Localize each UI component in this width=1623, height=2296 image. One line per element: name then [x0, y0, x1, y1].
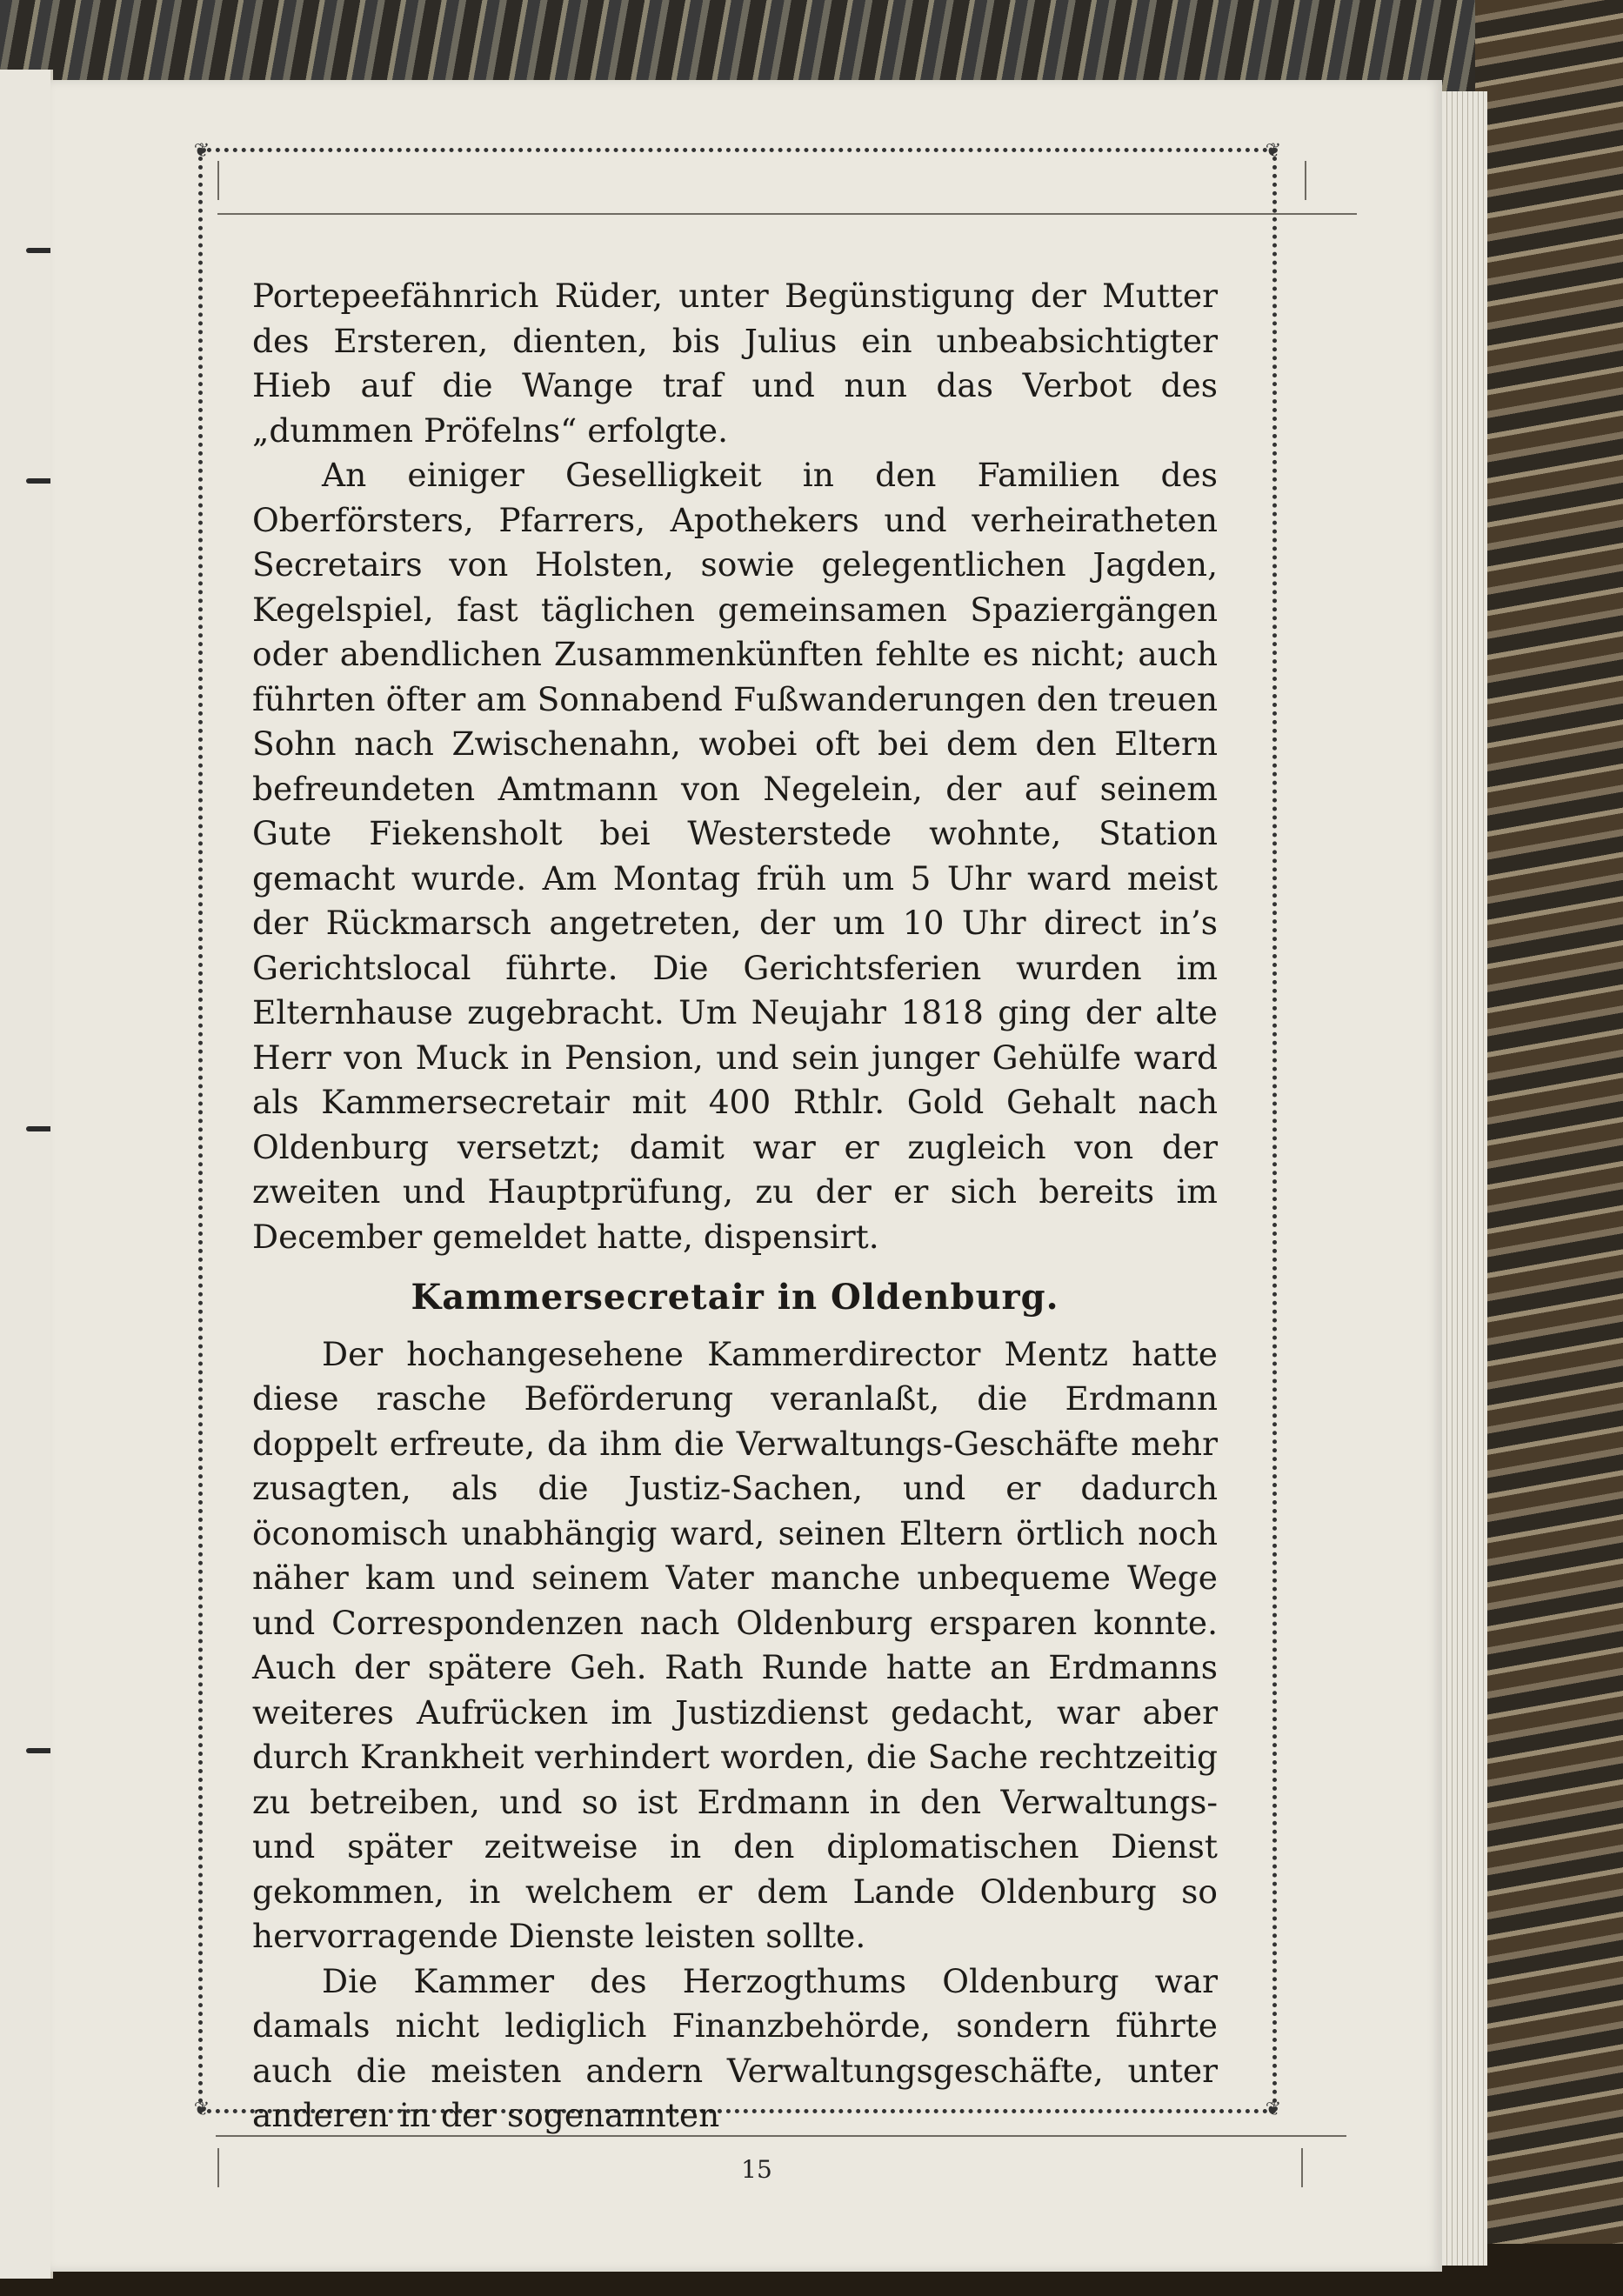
- paragraph: Portepeefähnrich Rüder, unter Begünstigung der Mutter des Ersteren, dienten, bis Julius ein unbeabsichtigter Hieb auf die Wange traf und nun das Verbot des „dummen Pröfelns“ erfolgte.: [252, 277, 1218, 450]
- facing-page-edge: [0, 70, 53, 2279]
- bottom-left-crop-mark: [217, 2148, 219, 2187]
- ornament-corner-icon: ❦: [1265, 2099, 1282, 2120]
- bottom-right-crop-mark: [1301, 2148, 1303, 2187]
- book-cover-marbled-edge: [1475, 0, 1623, 2296]
- ornament-corner-icon: ❦: [1265, 140, 1282, 162]
- section-heading: Kammersecretair in Oldenburg.: [411, 1277, 1059, 1318]
- page-number: 15: [741, 2155, 772, 2184]
- ornament-corner-icon: ❦: [193, 140, 210, 162]
- paragraph: Die Kammer des Herzogthums Oldenburg war damals nicht lediglich Finanzbehörde, sondern führte auch die meisten andern Verwaltungsgeschäfte, unter anderen in der sogenannten: [252, 1961, 1218, 2134]
- paragraph: Der hochangesehene Kammerdirector Mentz hatte diese rasche Beförderung veranlaßt, die Erdmann doppelt erfreute, da ihm die Verwaltungs-Geschäfte mehr zusagten, als die Justiz-Sachen, und er dadurch öconomisch unabhängig ward, seinen Eltern örtlich noch näher kam und seinem Vater manche unbequeme Wege und Correspondenzen nach Oldenburg ersparen konnte. Auch der spätere Geh. Rath Runde hatte an Erdmanns weiteres Aufrücken im Justizdienst gedacht, war aber durch Krankheit verhindert worden, die Sache rechtzeitig zu betreiben, und so ist Erdmann in den Verwaltungs- und später zeitweise in den diplomatischen Dienst gekommen, in welchem er dem Lande Oldenburg so hervorragende Dienste leisten sollte.: [252, 1334, 1218, 1955]
- top-right-crop-mark: [1305, 161, 1306, 200]
- ornament-corner-icon: ❦: [193, 2099, 210, 2120]
- body-text: [252, 274, 1218, 2134]
- paragraph: An einiger Geselligkeit in den Familien des Oberförsters, Pfarrers, Apothekers und verheiratheten Secretairs von Holsten, sowie gelegentlichen Jagden, Kegelspiel, fast täglichen gemeinsamen Spaziergängen oder abendlichen Zusammenkünften fehlte es nicht; auch führten öfter am Sonnabend Fußwanderungen den treuen Sohn nach Zwischenahn, wobei oft bei dem den Eltern befreundeten Amtmann von Negelein, der auf seinem Gute Fiekensholt bei Westerstede wohnte, Station gemacht wurde. Am Montag früh um 5 Uhr ward meist der Rückmarsch angetreten, der um 10 Uhr direct in’s Gerichtslocal führte. Die Gerichtsferien wurden im Elternhause zugebracht. Um Neujahr 1818 ging der alte Herr von Muck in Pension, und sein junger Gehülfe ward als Kammersecretair mit 400 Rthlr. Gold Gehalt nach Oldenburg versetzt; damit war er zugleich von der zweiten und Hauptprüfung, zu der er sich bereits im December gemeldet hatte, dispensirt.: [252, 456, 1218, 1256]
